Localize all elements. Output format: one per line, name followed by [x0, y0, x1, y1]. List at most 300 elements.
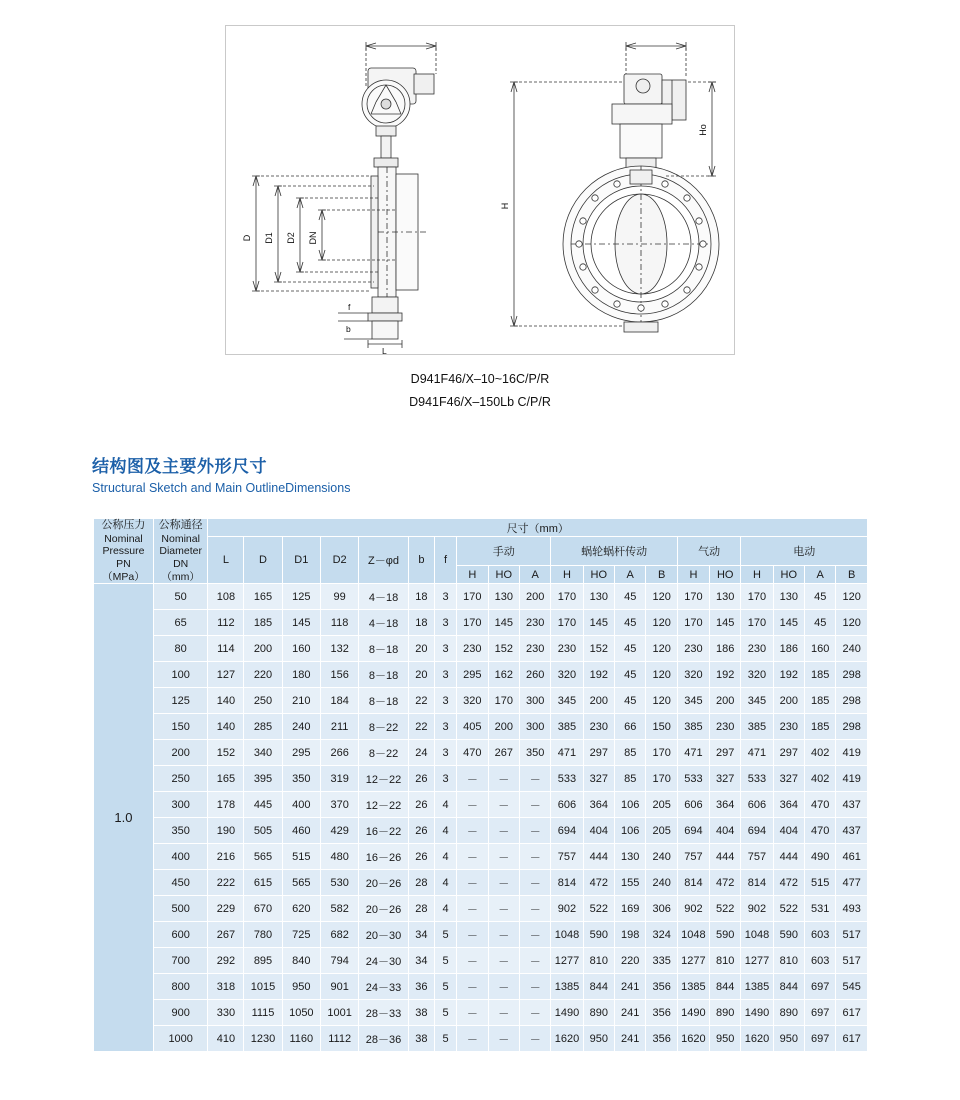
cell-w_B: 205 [646, 792, 677, 818]
cell-m_HO: － [488, 974, 519, 1000]
cell-w_B: 306 [646, 896, 677, 922]
cell-L: 222 [208, 870, 244, 896]
cell-m_A: － [519, 818, 550, 844]
cell-D: 395 [244, 766, 282, 792]
cell-e_B: 545 [836, 974, 868, 1000]
cell-m_A: － [519, 792, 550, 818]
svg-text:DN: DN [308, 231, 318, 245]
cell-w_H: 1490 [551, 1000, 583, 1026]
cell-e_B: 437 [836, 818, 868, 844]
cell-D2: 682 [320, 922, 358, 948]
cell-e_H: 170 [741, 584, 773, 610]
cell-b: 34 [408, 922, 434, 948]
cell-D: 1015 [244, 974, 282, 1000]
cell-w_B: 240 [646, 870, 677, 896]
cell-f: 3 [435, 584, 457, 610]
cell-b: 22 [408, 714, 434, 740]
header-dims-title: 尺寸（mm） [208, 519, 868, 537]
cell-e_HO: 590 [773, 922, 804, 948]
dn-cell: 500 [153, 896, 208, 922]
cell-p_H: 1048 [677, 922, 709, 948]
cell-m_H: 320 [457, 688, 488, 714]
cell-e_A: 185 [804, 688, 835, 714]
dn-cell: 900 [153, 1000, 208, 1026]
cell-D2: 132 [320, 636, 358, 662]
cell-f: 4 [435, 818, 457, 844]
cell-w_H: 1385 [551, 974, 583, 1000]
cell-w_HO: 444 [583, 844, 614, 870]
cell-D2: 211 [320, 714, 358, 740]
cell-D: 165 [244, 584, 282, 610]
cell-m_HO: 200 [488, 714, 519, 740]
svg-text:L: L [382, 346, 387, 354]
header-nominal-pressure: 公称压力 Nominal Pressure PN （MPa） [94, 519, 154, 584]
cell-m_A: 200 [519, 584, 550, 610]
cell-D1: 125 [282, 584, 320, 610]
caption-line-1: D941F46/X–10~16C/P/R [410, 372, 550, 386]
table-row [94, 584, 868, 610]
table-row [94, 818, 868, 844]
svg-text:f: f [348, 302, 351, 312]
cell-e_B: 477 [836, 870, 868, 896]
cell-e_B: 298 [836, 688, 868, 714]
cell-w_H: 1620 [551, 1026, 583, 1052]
table-body [94, 584, 868, 1052]
cell-p_H: 533 [677, 766, 709, 792]
cell-w_A: 130 [614, 844, 645, 870]
cell-m_A: － [519, 948, 550, 974]
cell-e_A: 697 [804, 974, 835, 1000]
cell-w_A: 85 [614, 766, 645, 792]
cell-b: 26 [408, 792, 434, 818]
dn-cell: 100 [153, 662, 208, 688]
cell-w_A: 169 [614, 896, 645, 922]
table-row [94, 922, 868, 948]
cell-e_B: 240 [836, 636, 868, 662]
cell-f: 4 [435, 844, 457, 870]
table-row [94, 792, 868, 818]
cell-Zd: 12－22 [359, 766, 408, 792]
header-manual-HO: HO [488, 566, 519, 584]
cell-w_B: 150 [646, 714, 677, 740]
header-col-L: L [208, 537, 244, 584]
cell-m_HO: － [488, 1000, 519, 1026]
cell-e_HO: 200 [773, 688, 804, 714]
cell-D: 615 [244, 870, 282, 896]
cell-m_A: － [519, 844, 550, 870]
header-group-electric: 电动 [741, 537, 868, 566]
cell-m_A: － [519, 974, 550, 1000]
cell-m_HO: － [488, 792, 519, 818]
cell-p_H: 757 [677, 844, 709, 870]
dn-cell: 200 [153, 740, 208, 766]
cell-Zd: 20－30 [359, 922, 408, 948]
cell-L: 292 [208, 948, 244, 974]
cell-b: 24 [408, 740, 434, 766]
cell-e_H: 1277 [741, 948, 773, 974]
cell-D2: 582 [320, 896, 358, 922]
cell-m_HO: － [488, 844, 519, 870]
pn-value-cell: 1.0 [94, 584, 154, 1052]
cell-e_H: 757 [741, 844, 773, 870]
cell-w_HO: 297 [583, 740, 614, 766]
cell-L: 267 [208, 922, 244, 948]
cell-L: 190 [208, 818, 244, 844]
table-row [94, 974, 868, 1000]
cell-D2: 370 [320, 792, 358, 818]
section-heading [92, 452, 792, 495]
cell-L: 165 [208, 766, 244, 792]
cell-D: 285 [244, 714, 282, 740]
cell-p_HO: 186 [709, 636, 740, 662]
cell-Zd: 8－18 [359, 636, 408, 662]
cell-e_H: 1620 [741, 1026, 773, 1052]
cell-w_B: 356 [646, 1026, 677, 1052]
cell-e_A: 470 [804, 792, 835, 818]
table-row [94, 714, 868, 740]
cell-p_HO: 297 [709, 740, 740, 766]
cell-m_HO: － [488, 896, 519, 922]
cell-e_B: 617 [836, 1000, 868, 1026]
cell-e_H: 1048 [741, 922, 773, 948]
cell-m_A: 300 [519, 714, 550, 740]
cell-D2: 118 [320, 610, 358, 636]
cell-L: 152 [208, 740, 244, 766]
header-worm-A: A [614, 566, 645, 584]
table-row [94, 1026, 868, 1052]
cell-e_H: 902 [741, 896, 773, 922]
cell-m_H: － [457, 1026, 488, 1052]
cell-e_B: 419 [836, 740, 868, 766]
cell-p_H: 606 [677, 792, 709, 818]
cell-L: 140 [208, 688, 244, 714]
cell-m_A: 300 [519, 688, 550, 714]
cell-m_H: 405 [457, 714, 488, 740]
dn-cell: 50 [153, 584, 208, 610]
cell-e_HO: 145 [773, 610, 804, 636]
cell-w_HO: 950 [583, 1026, 614, 1052]
cell-e_A: 603 [804, 948, 835, 974]
cell-p_HO: 844 [709, 974, 740, 1000]
cell-w_B: 170 [646, 766, 677, 792]
cell-p_HO: 130 [709, 584, 740, 610]
cell-e_B: 517 [836, 948, 868, 974]
cell-f: 3 [435, 688, 457, 714]
cell-f: 5 [435, 974, 457, 1000]
dn-cell: 150 [153, 714, 208, 740]
cell-L: 140 [208, 714, 244, 740]
cell-b: 20 [408, 636, 434, 662]
cell-b: 26 [408, 844, 434, 870]
cell-m_H: 170 [457, 584, 488, 610]
cell-w_HO: 364 [583, 792, 614, 818]
cell-e_B: 298 [836, 714, 868, 740]
cell-p_HO: 200 [709, 688, 740, 714]
cell-e_HO: 522 [773, 896, 804, 922]
cell-D1: 515 [282, 844, 320, 870]
cell-D1: 180 [282, 662, 320, 688]
cell-p_HO: 192 [709, 662, 740, 688]
cell-e_A: 515 [804, 870, 835, 896]
header-pneumatic-H: H [677, 566, 709, 584]
cell-e_HO: 230 [773, 714, 804, 740]
cell-e_A: 45 [804, 610, 835, 636]
cell-e_H: 1490 [741, 1000, 773, 1026]
cell-p_HO: 444 [709, 844, 740, 870]
cell-e_H: 533 [741, 766, 773, 792]
cell-w_B: 120 [646, 584, 677, 610]
table-row [94, 740, 868, 766]
header-worm-H: H [551, 566, 583, 584]
cell-p_HO: 472 [709, 870, 740, 896]
cell-Zd: 8－18 [359, 688, 408, 714]
cell-D1: 295 [282, 740, 320, 766]
header-row-1 [94, 519, 868, 537]
cell-m_A: 350 [519, 740, 550, 766]
cell-f: 3 [435, 636, 457, 662]
cell-L: 178 [208, 792, 244, 818]
cell-m_HO: 267 [488, 740, 519, 766]
cell-m_H: － [457, 766, 488, 792]
cell-e_B: 120 [836, 610, 868, 636]
cell-D: 670 [244, 896, 282, 922]
cell-e_HO: 472 [773, 870, 804, 896]
cell-m_A: － [519, 766, 550, 792]
cell-w_B: 170 [646, 740, 677, 766]
cell-b: 36 [408, 974, 434, 1000]
cell-p_HO: 590 [709, 922, 740, 948]
cell-w_A: 85 [614, 740, 645, 766]
cell-D2: 794 [320, 948, 358, 974]
header-group-pneumatic: 气动 [677, 537, 741, 566]
cell-D: 185 [244, 610, 282, 636]
dn-cell: 65 [153, 610, 208, 636]
cell-f: 5 [435, 922, 457, 948]
dn-cell: 600 [153, 922, 208, 948]
header-col-f: f [435, 537, 457, 584]
svg-text:Ho: Ho [698, 124, 708, 136]
spec-table-wrapper [93, 518, 868, 1052]
cell-e_A: 531 [804, 896, 835, 922]
cell-e_H: 320 [741, 662, 773, 688]
cell-m_H: 230 [457, 636, 488, 662]
cell-w_B: 120 [646, 610, 677, 636]
cell-m_H: － [457, 818, 488, 844]
cell-b: 28 [408, 896, 434, 922]
cell-w_HO: 200 [583, 688, 614, 714]
cell-D: 250 [244, 688, 282, 714]
cell-w_B: 356 [646, 974, 677, 1000]
cell-e_HO: 810 [773, 948, 804, 974]
cell-Zd: 16－26 [359, 844, 408, 870]
header-electric-B: B [836, 566, 868, 584]
dn-cell: 700 [153, 948, 208, 974]
cell-L: 318 [208, 974, 244, 1000]
cell-b: 18 [408, 584, 434, 610]
table-row [94, 870, 868, 896]
header-pneumatic-HO: HO [709, 566, 740, 584]
cell-w_H: 170 [551, 584, 583, 610]
cell-e_H: 694 [741, 818, 773, 844]
cell-D2: 99 [320, 584, 358, 610]
cell-p_H: 320 [677, 662, 709, 688]
cell-b: 28 [408, 870, 434, 896]
cell-w_H: 902 [551, 896, 583, 922]
cell-w_B: 120 [646, 688, 677, 714]
cell-D: 1115 [244, 1000, 282, 1026]
cell-e_HO: 130 [773, 584, 804, 610]
cell-w_HO: 145 [583, 610, 614, 636]
header-worm-B: B [646, 566, 677, 584]
svg-text:D2: D2 [286, 232, 296, 244]
table-row [94, 662, 868, 688]
cell-e_HO: 890 [773, 1000, 804, 1026]
cell-f: 4 [435, 792, 457, 818]
cell-w_HO: 522 [583, 896, 614, 922]
cell-Zd: 20－26 [359, 896, 408, 922]
cell-L: 108 [208, 584, 244, 610]
table-row [94, 1000, 868, 1026]
svg-text:b: b [346, 324, 351, 334]
cell-e_A: 490 [804, 844, 835, 870]
cell-m_H: － [457, 792, 488, 818]
cell-b: 22 [408, 688, 434, 714]
cell-b: 38 [408, 1000, 434, 1026]
cell-e_A: 160 [804, 636, 835, 662]
header-electric-A: A [804, 566, 835, 584]
cell-D2: 266 [320, 740, 358, 766]
cell-w_A: 106 [614, 792, 645, 818]
cell-e_A: 402 [804, 766, 835, 792]
cell-L: 229 [208, 896, 244, 922]
cell-m_H: 295 [457, 662, 488, 688]
cell-e_HO: 404 [773, 818, 804, 844]
cell-D2: 156 [320, 662, 358, 688]
cell-w_B: 205 [646, 818, 677, 844]
cell-e_A: 697 [804, 1000, 835, 1026]
cell-D: 200 [244, 636, 282, 662]
header-electric-HO: HO [773, 566, 804, 584]
cell-m_HO: 170 [488, 688, 519, 714]
header-col-Zd: Z－φd [359, 537, 408, 584]
cell-e_A: 603 [804, 922, 835, 948]
header-electric-H: H [741, 566, 773, 584]
cell-f: 3 [435, 740, 457, 766]
cell-w_H: 533 [551, 766, 583, 792]
cell-p_H: 1385 [677, 974, 709, 1000]
cell-p_HO: 810 [709, 948, 740, 974]
cell-Zd: 8－22 [359, 714, 408, 740]
header-nominal-diameter: 公称通径 Nominal Diameter DN （mm） [153, 519, 208, 584]
cell-p_H: 345 [677, 688, 709, 714]
cell-e_A: 185 [804, 662, 835, 688]
cell-w_H: 320 [551, 662, 583, 688]
drawing-caption [225, 368, 735, 414]
cell-L: 112 [208, 610, 244, 636]
cell-m_H: － [457, 948, 488, 974]
cell-m_HO: － [488, 766, 519, 792]
cell-p_H: 170 [677, 610, 709, 636]
cell-w_B: 120 [646, 636, 677, 662]
cell-D: 895 [244, 948, 282, 974]
cell-e_A: 45 [804, 584, 835, 610]
cell-m_HO: 152 [488, 636, 519, 662]
cell-m_HO: － [488, 922, 519, 948]
cell-p_H: 694 [677, 818, 709, 844]
cell-Zd: 28－33 [359, 1000, 408, 1026]
cell-e_HO: 950 [773, 1026, 804, 1052]
cell-p_HO: 404 [709, 818, 740, 844]
table-row [94, 610, 868, 636]
cell-p_H: 170 [677, 584, 709, 610]
header-manual-A: A [519, 566, 550, 584]
cell-e_H: 385 [741, 714, 773, 740]
section-title-en: Structural Sketch and Main OutlineDimensions [92, 481, 351, 495]
cell-e_H: 170 [741, 610, 773, 636]
header-col-D2: D2 [320, 537, 358, 584]
cell-m_A: － [519, 1000, 550, 1026]
header-col-D1: D1 [282, 537, 320, 584]
cell-w_H: 694 [551, 818, 583, 844]
svg-text:D1: D1 [264, 232, 274, 244]
cell-D1: 460 [282, 818, 320, 844]
cell-w_A: 45 [614, 636, 645, 662]
cell-w_B: 120 [646, 662, 677, 688]
cell-e_A: 470 [804, 818, 835, 844]
dn-cell: 450 [153, 870, 208, 896]
cell-f: 3 [435, 610, 457, 636]
cell-e_A: 402 [804, 740, 835, 766]
cell-w_H: 814 [551, 870, 583, 896]
table-row [94, 688, 868, 714]
cell-w_HO: 590 [583, 922, 614, 948]
cell-p_H: 902 [677, 896, 709, 922]
table-row [94, 896, 868, 922]
cell-w_B: 335 [646, 948, 677, 974]
cell-m_H: 470 [457, 740, 488, 766]
cell-w_B: 324 [646, 922, 677, 948]
cell-w_B: 356 [646, 1000, 677, 1026]
cell-m_HO: － [488, 870, 519, 896]
cell-m_H: － [457, 896, 488, 922]
valve-drawing-svg [226, 26, 734, 354]
cell-e_B: 437 [836, 792, 868, 818]
cell-w_HO: 230 [583, 714, 614, 740]
cell-p_HO: 522 [709, 896, 740, 922]
cell-w_A: 220 [614, 948, 645, 974]
header-group-manual: 手动 [457, 537, 551, 566]
cell-m_HO: － [488, 1026, 519, 1052]
caption-line-2: D941F46/X–150Lb C/P/R [409, 395, 551, 410]
cell-Zd: 12－22 [359, 792, 408, 818]
cell-w_A: 45 [614, 688, 645, 714]
cell-D2: 1001 [320, 1000, 358, 1026]
dimensions-table [93, 518, 868, 1052]
cell-w_H: 170 [551, 610, 583, 636]
cell-w_B: 240 [646, 844, 677, 870]
cell-w_HO: 810 [583, 948, 614, 974]
cell-w_A: 241 [614, 1026, 645, 1052]
cell-Zd: 8－18 [359, 662, 408, 688]
cell-D2: 1112 [320, 1026, 358, 1052]
dn-cell: 300 [153, 792, 208, 818]
cell-b: 26 [408, 766, 434, 792]
header-group-worm: 蜗轮蜗杆传动 [551, 537, 677, 566]
cell-w_HO: 844 [583, 974, 614, 1000]
technical-drawing-panel [225, 25, 735, 355]
cell-w_HO: 327 [583, 766, 614, 792]
cell-m_A: － [519, 1026, 550, 1052]
